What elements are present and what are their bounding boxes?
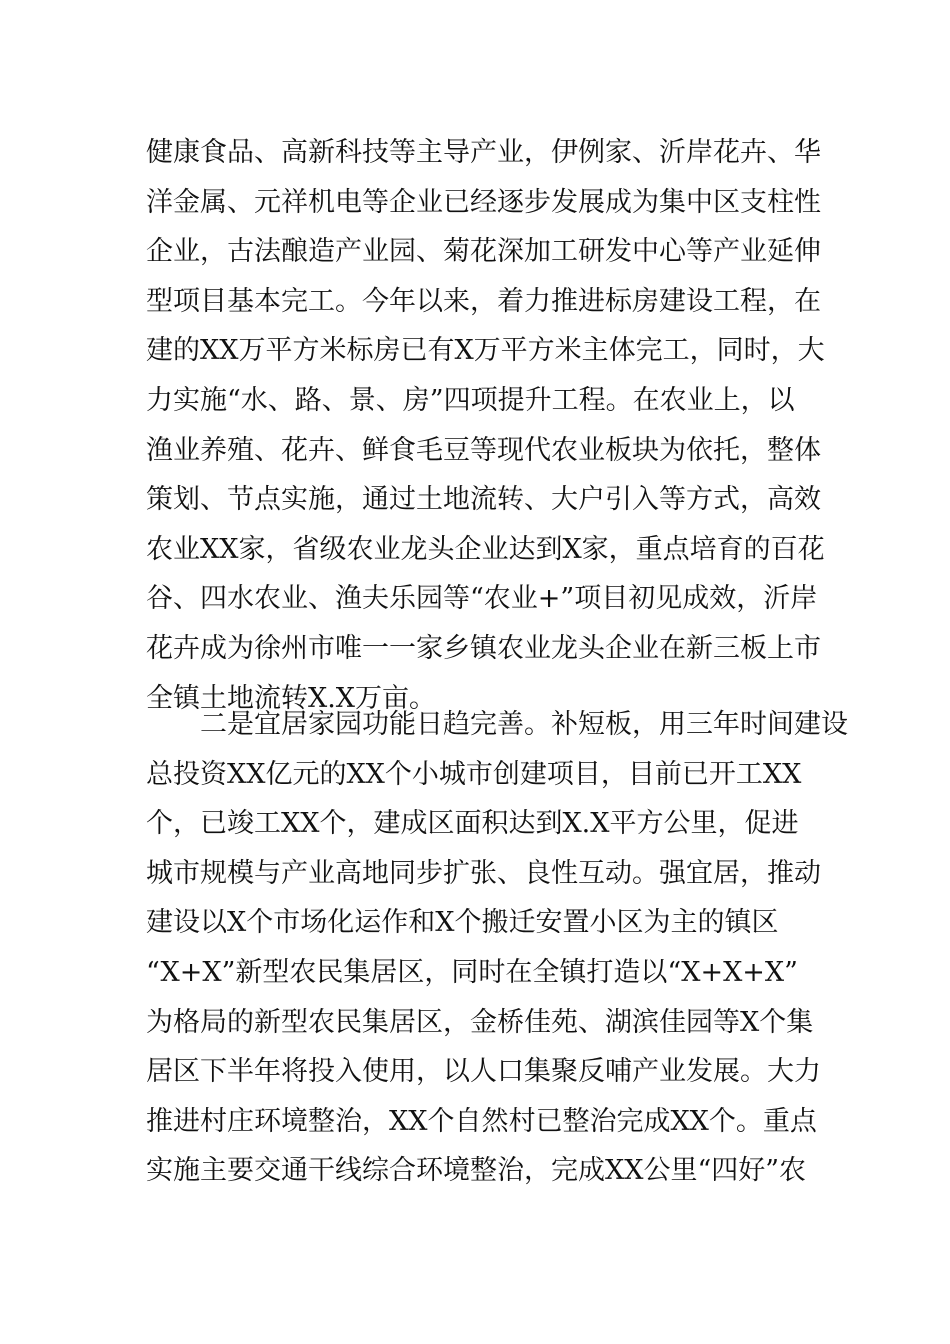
text-line: 型项目基本完工。今年以来，着力推进标房建设工程，在 (146, 285, 821, 317)
paragraph-livable-home (146, 700, 848, 1196)
text-line: 农业XX家，省级农业龙头企业达到X家，重点培育的百花 (146, 533, 825, 565)
text-line: 个，已竣工XX个，建成区面积达到X.X平方公里，促进 (146, 808, 799, 840)
text-line: 推进村庄环境整治，XX个自然村已整治完成XX个。重点 (146, 1105, 817, 1137)
text-line: 为格局的新型农民集居区，金桥佳苑、湖滨佳园等X个集 (146, 1006, 814, 1038)
paragraph-industry-agriculture (146, 128, 825, 723)
text-line: “X+X”新型农民集居区，同时在全镇打造以“X+X+X” (146, 956, 798, 988)
text-line: 洋金属、元祥机电等企业已经逐步发展成为集中区支柱性 (146, 186, 821, 218)
text-line: 健康食品、高新科技等主导产业，伊例家、沂岸花卉、华 (146, 137, 821, 168)
text-line: 渔业养殖、花卉、鲜食毛豆等现代农业板块为依托，整体 (146, 434, 821, 466)
text-line: 策划、节点实施，通过土地流转、大户引入等方式，高效 (146, 484, 821, 516)
text-line: 企业，古法酿造产业园、菊花深加工研发中心等产业延伸 (146, 236, 821, 268)
text-line: 全镇土地流转X.X万亩。 (146, 682, 437, 714)
text-line: 二是宜居家园功能日趋完善。补短板，用三年时间建设 (146, 709, 848, 740)
text-line: 城市规模与产业高地同步扩张、良性互动。强宜居，推动 (146, 857, 821, 889)
text-line: 居区下半年将投入使用，以人口集聚反哺产业发展。大力 (146, 1056, 821, 1088)
text-line: 总投资XX亿元的XX个小城市创建项目，目前已开工XX (146, 758, 802, 790)
text-line: 花卉成为徐州市唯一一家乡镇农业龙头企业在新三板上市 (146, 632, 821, 664)
text-line: 实施主要交通干线综合环境整治，完成XX公里“四好”农 (146, 1155, 807, 1187)
text-line: 谷、四水农业、渔夫乐园等“农业+”项目初见成效，沂岸 (146, 583, 818, 615)
text-line: 力实施“水、路、景、房”四项提升工程。在农业上，以 (146, 384, 795, 416)
text-line: 建设以X个市场化运作和X个搬迁安置小区为主的镇区 (146, 907, 779, 939)
text-line: 建的XX万平方米标房已有X万平方米主体完工，同时，大 (146, 335, 825, 367)
